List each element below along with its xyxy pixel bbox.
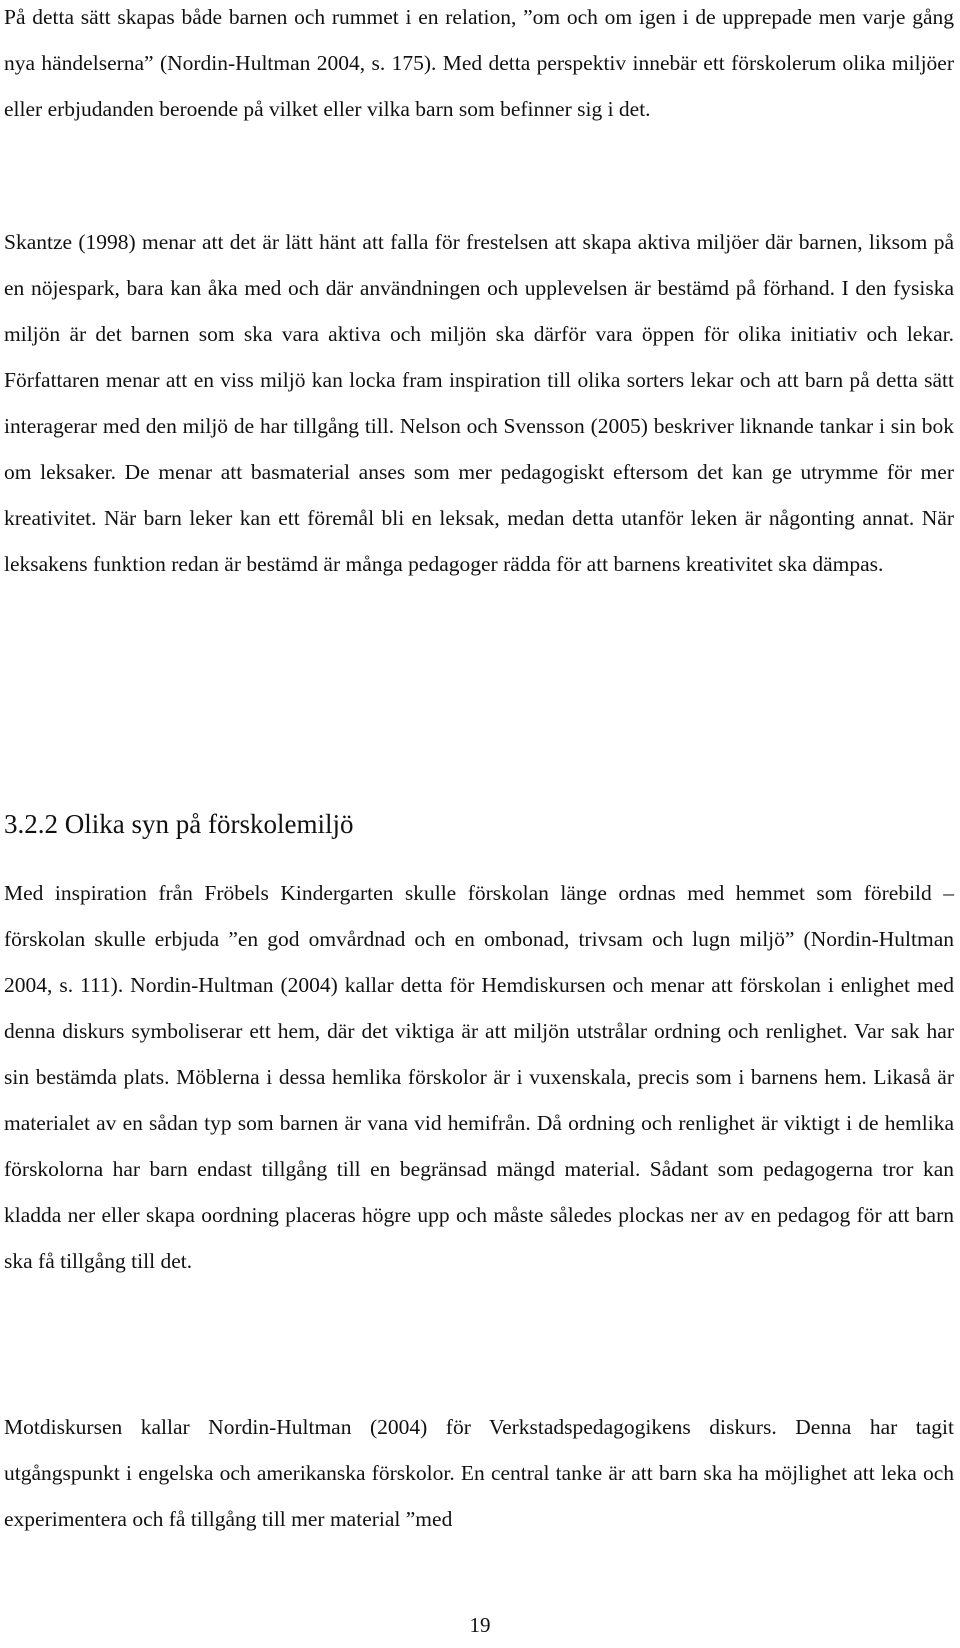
paragraph-relation: På detta sätt skapas både barnen och rummet i en relation, ”om och om igen i de upprepade men varje gång nya händelserna” (Nordin-Hultman 2004, s. 175). Med detta perspektiv innebär ett förskolerum olika miljöer eller erbjudanden beroende på vilket eller vilka barn som befinner sig i det. (4, 5, 954, 121)
paragraph-skantze: Skantze (1998) menar att det är lätt hänt att falla för frestelsen att skapa aktiva miljöer där barnen, liksom på en nöjespark, bara kan åka med och där användningen och upplevelsen är bestämd på förhand. I den fysiska miljön är det barnen som ska vara aktiva och miljön ska därför vara öppen för olika initiativ och lekar. Författaren menar att en viss miljö kan locka fram inspiration till olika sorters lekar och att barn på detta sätt interagerar med den miljö de har tillgång till. Nelson och Svensson (2005) beskriver liknande tankar i sin bok om leksaker. De menar att basmaterial anses som mer pedagogiskt eftersom det kan ge utrymme för mer kreativitet. När barn leker kan ett föremål bli en leksak, medan detta utanför leken är någonting annat. När leksakens funktion redan är bestämd är många pedagoger rädda för att barnens kreativitet ska dämpas. (4, 230, 954, 576)
paragraph-motdiskursen: Motdiskursen kallar Nordin-Hultman (2004) för Verkstadspedagogikens diskurs. Denna har tagit utgångspunkt i engelska och amerikanska förskolor. En central tanke är att barn ska ha möjlighet att leka och experimentera och få tillgång till mer material ”med (4, 1415, 954, 1531)
page-number: 19 (469, 1613, 491, 1637)
paragraph-hemdiskursen: Med inspiration från Fröbels Kindergarten skulle förskolan länge ordnas med hemmet som förebild – förskolan skulle erbjuda ”en god omvårdnad och en ombonad, trivsam och lugn miljö” (Nordin-Hultman 2004, s. 111). Nordin-Hultman (2004) kallar detta för Hemdiskursen och menar att förskolan i enlighet med denna diskurs symboliserar ett hem, där det viktiga är att miljön utstrålar ordning och renlighet. Var sak har sin bestämda plats. Möblerna i dessa hemlika förskolor är i vuxenskala, precis som i barnens hem. Likaså är materialet av en sådan typ som barnen är vana vid hemifrån. Då ordning och renlighet är viktigt i de hemlika förskolorna har barn endast tillgång till en begränsad mängd material. Sådant som pedagogerna tror kan kladda ner eller skapa oordning placeras högre upp och måste således plockas ner av en pedagog för att barn ska få tillgång till det. (4, 881, 954, 1273)
section-heading: 3.2.2 Olika syn på förskolemiljö (4, 809, 354, 839)
